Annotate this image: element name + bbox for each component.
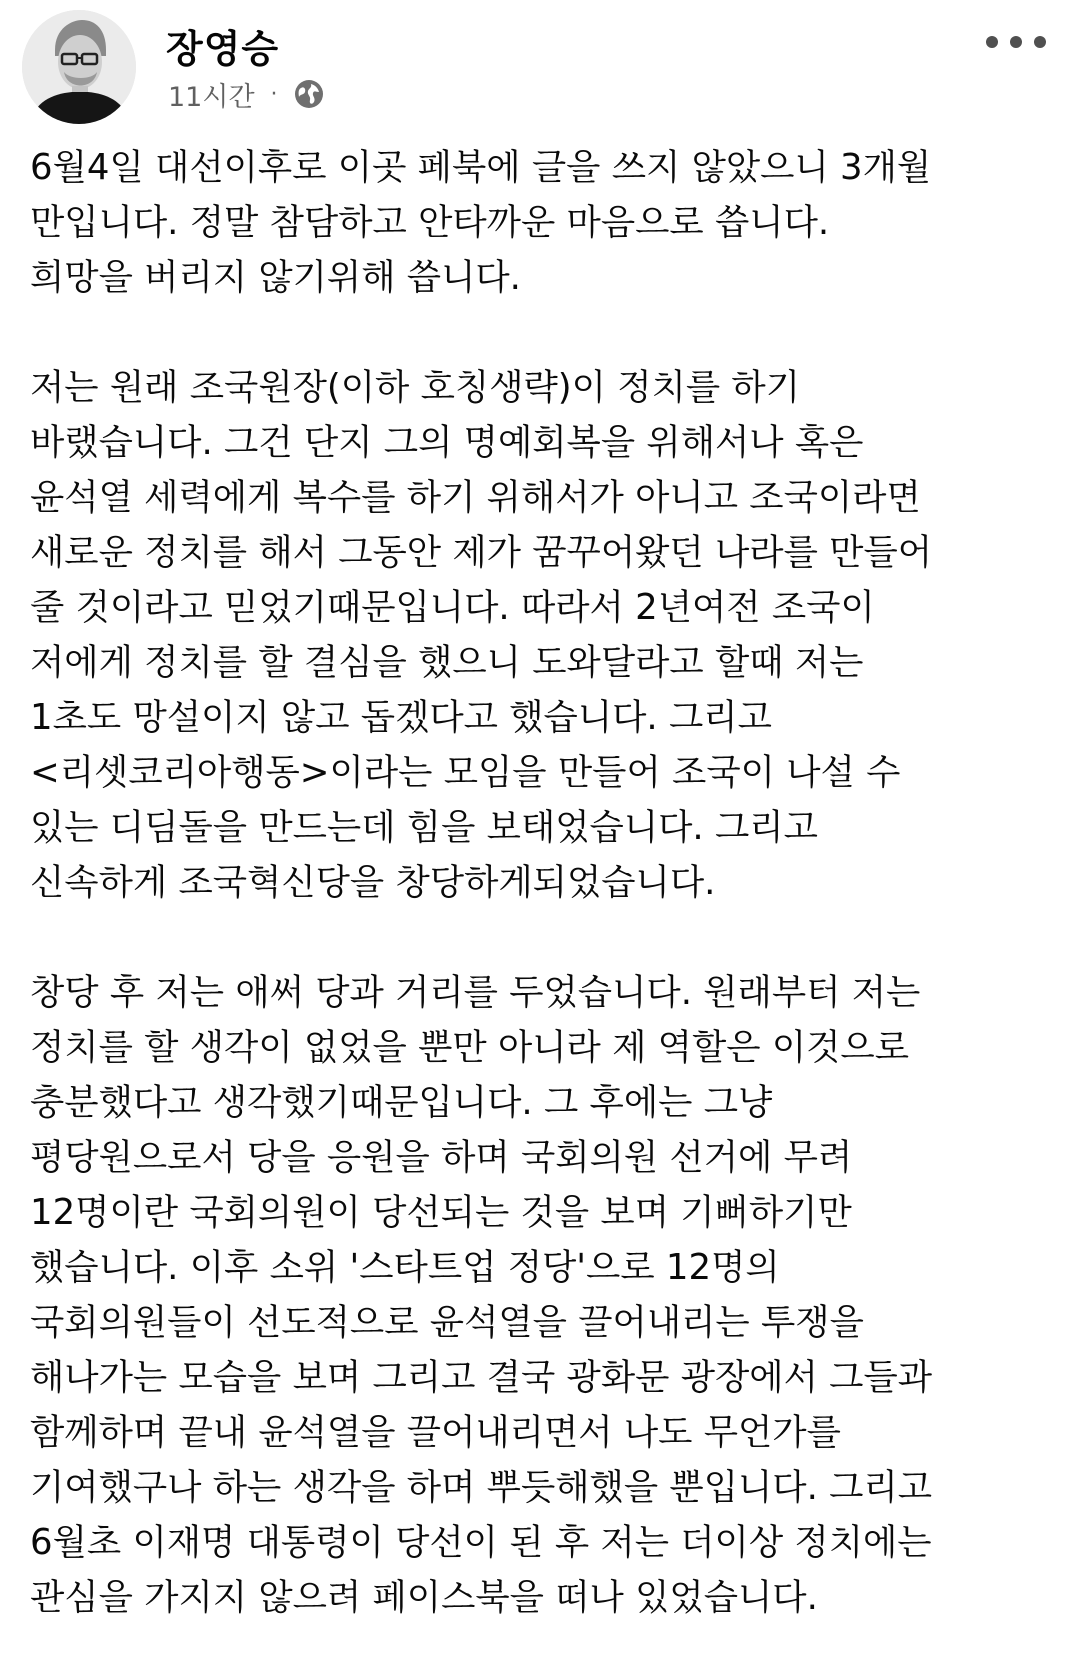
more-dot [1034,36,1046,48]
post-text-line: <리셋코리아행동>이라는 모임을 만들어 조국이 나설 수 [30,752,901,793]
post-text-line: 12명이란 국회의원이 당선되는 것을 보며 기뻐하기만 [30,1192,852,1233]
post-text-line: 저는 원래 조국원장(이하 호칭생략)이 정치를 하기 [30,367,800,408]
post-text-line: 희망을 버리지 않기위해 씁니다. [30,257,521,298]
post-text-line: 있는 디딤돌을 만드는데 힘을 보태었습니다. 그리고 [30,807,818,848]
post-text-line: 했습니다. 이후 소위 '스타트업 정당'으로 12명의 [30,1247,780,1288]
more-dot [986,36,998,48]
post-paragraph [30,965,1060,1625]
meta-separator: · [270,81,278,107]
post-text-line: 만입니다. 정말 참담하고 안타까운 마음으로 씁니다. [30,202,830,243]
post-body [30,140,1060,1680]
post-text-line: 평당원으로서 당을 응원을 하며 국회의원 선거에 무려 [30,1137,853,1178]
post-text-line: 정치를 할 생각이 없었을 뿐만 아니라 제 역할은 이것으로 [30,1027,910,1068]
post-header [0,0,1080,130]
post-text-line: 관심을 가지지 않으려 페이스북을 떠나 있었습니다. [30,1577,818,1618]
post-text-line: 기여했구나 하는 생각을 하며 뿌듯해했을 뿐입니다. 그리고 [30,1467,933,1508]
post-text-line: 1초도 망설이지 않고 돕겠다고 했습니다. 그리고 [30,697,772,738]
post-time[interactable]: 11시간 [168,81,255,113]
post-paragraph [30,140,1060,305]
post-text-line: 윤석열 세력에게 복수를 하기 위해서가 아니고 조국이라면 [30,477,921,518]
post-text-line: 함께하며 끝내 윤석열을 끌어내리면서 나도 무언가를 [30,1412,841,1453]
post-text-line: 새로운 정치를 해서 그동안 제가 꿈꾸어왔던 나라를 만들어 [30,532,933,573]
author-name[interactable]: 장영승 [166,27,280,71]
post-text-line: 저에게 정치를 할 결심을 했으니 도와달라고 할때 저는 [30,642,864,683]
globe-icon[interactable] [292,77,326,111]
post-text-line: 6월초 이재명 대통령이 당선이 된 후 저는 더이상 정치에는 [30,1522,932,1563]
post-text-line: 바랬습니다. 그건 단지 그의 명예회복을 위해서나 혹은 [30,422,864,463]
post-meta [168,74,326,114]
post-text-line: 국회의원들이 선도적으로 윤석열을 끌어내리는 투쟁을 [30,1302,864,1343]
more-dot [1010,36,1022,48]
author-avatar[interactable] [22,10,136,124]
more-options-icon[interactable] [986,30,1046,54]
post-text-line: 충분했다고 생각했기때문입니다. 그 후에는 그냥 [30,1082,773,1123]
post-text-line: 줄 것이라고 믿었기때문입니다. 따라서 2년여전 조국이 [30,587,875,628]
post-text-line: 창당 후 저는 애써 당과 거리를 두었습니다. 원래부터 저는 [30,972,921,1013]
post-text-line: 6월4일 대선이후로 이곳 페북에 글을 쓰지 않았으니 3개월 [30,147,932,188]
avatar-photo [22,10,136,124]
post-text-line: 해나가는 모습을 보며 그리고 결국 광화문 광장에서 그들과 [30,1357,933,1398]
post-text-line: 신속하게 조국혁신당을 창당하게되었습니다. [30,862,716,903]
post-paragraph [30,360,1060,910]
